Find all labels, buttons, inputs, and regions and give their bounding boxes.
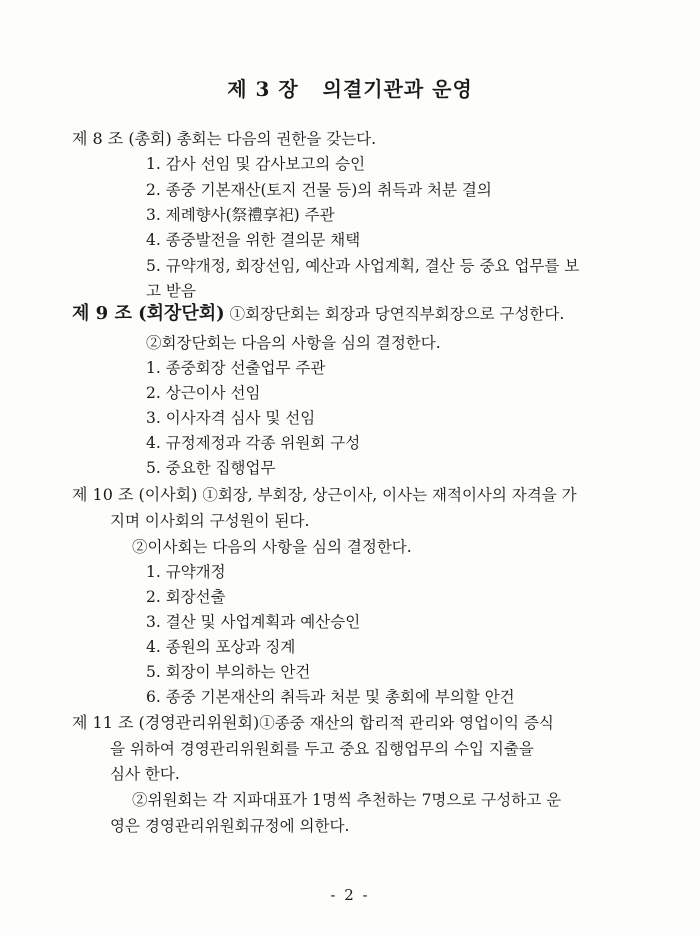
article-9-item-4: 4. 규정제정과 각종 위원회 구성: [146, 434, 361, 452]
article-11-line-1: ①종중 재산의 합리적 관리와 영업이익 증식: [259, 714, 554, 732]
article-10-item-5: 5. 회장이 부의하는 안건: [146, 663, 311, 681]
article-8-item-1: 1. 감사 선임 및 감사보고의 승인: [146, 155, 366, 173]
page-number: - 2 -: [330, 886, 370, 904]
chapter-title: 제 3 장 의결기관과 운영: [227, 77, 473, 101]
article-10-item-1: 1. 규약개정: [146, 563, 226, 581]
article-8-item-2: 2. 종중 기본재산(토지 건물 등)의 취득과 처분 결의: [146, 181, 492, 199]
article-8-item-4: 4. 종중발전을 위한 결의문 채택: [146, 231, 361, 249]
article-11-line-4: ②위원회는 각 지파대표가 1명씩 추천하는 7명으로 구성하고 운: [132, 791, 562, 809]
article-11-heading: 제 11 조 (경영관리위원회): [72, 713, 260, 732]
article-11-first-line: [72, 713, 554, 733]
article-9-item-5: 5. 중요한 집행업무: [146, 459, 276, 477]
article-10-item-6: 6. 종중 기본재산의 취득과 처분 및 총회에 부의할 안건: [146, 688, 515, 706]
article-10-intro-continued: 지며 이사회의 구성원이 된다.: [110, 512, 310, 530]
article-11-line-3: 심사 한다.: [110, 765, 180, 783]
article-10-paragraph-2: ②이사회는 다음의 사항을 심의 결정한다.: [132, 538, 412, 556]
article-10-item-4: 4. 종원의 포상과 징계: [146, 638, 296, 656]
article-9-item-3: 3. 이사자격 심사 및 선임: [146, 409, 316, 427]
article-10-heading: 제 10 조 (이사회): [72, 485, 198, 504]
article-9-item-2: 2. 상근이사 선임: [146, 384, 261, 402]
article-8-intro: 총회는 다음의 권한을 갖는다.: [176, 130, 377, 148]
article-10-intro: ①회장, 부회장, 상근이사, 이사는 재적이사의 자격을 가: [202, 486, 577, 504]
article-8-first-line: [72, 129, 376, 149]
article-10-first-line: [72, 485, 577, 505]
article-11-line-2: 을 위하여 경영관리위원회를 두고 중요 집행업무의 수입 지출을: [110, 740, 534, 758]
article-11-line-5: 영은 경영관리위원회규정에 의한다.: [110, 817, 350, 835]
article-9-paragraph-2: ②회장단회는 다음의 사항을 심의 결정한다.: [146, 334, 441, 352]
article-8-item-5-continued: 고 받음: [146, 282, 196, 300]
article-9-intro: ①회장단회는 회장과 당연직부회장으로 구성한다.: [229, 305, 565, 323]
article-8-item-5: 5. 규약개정, 회장선임, 예산과 사업계획, 결산 등 중요 업무를 보: [146, 257, 580, 275]
article-10-item-3: 3. 결산 및 사업계획과 예산승인: [146, 613, 361, 631]
article-8-item-3: 3. 제례향사(祭禮享祀) 주관: [146, 206, 335, 224]
article-9-heading: 제 9 조 (회장단회): [72, 303, 225, 324]
article-9-first-line: [72, 304, 564, 324]
article-9-item-1: 1. 종중회장 선출업무 주관: [146, 359, 326, 377]
article-8-heading: 제 8 조 (총회): [72, 129, 172, 148]
article-10-item-2: 2. 회장선출: [146, 588, 226, 606]
